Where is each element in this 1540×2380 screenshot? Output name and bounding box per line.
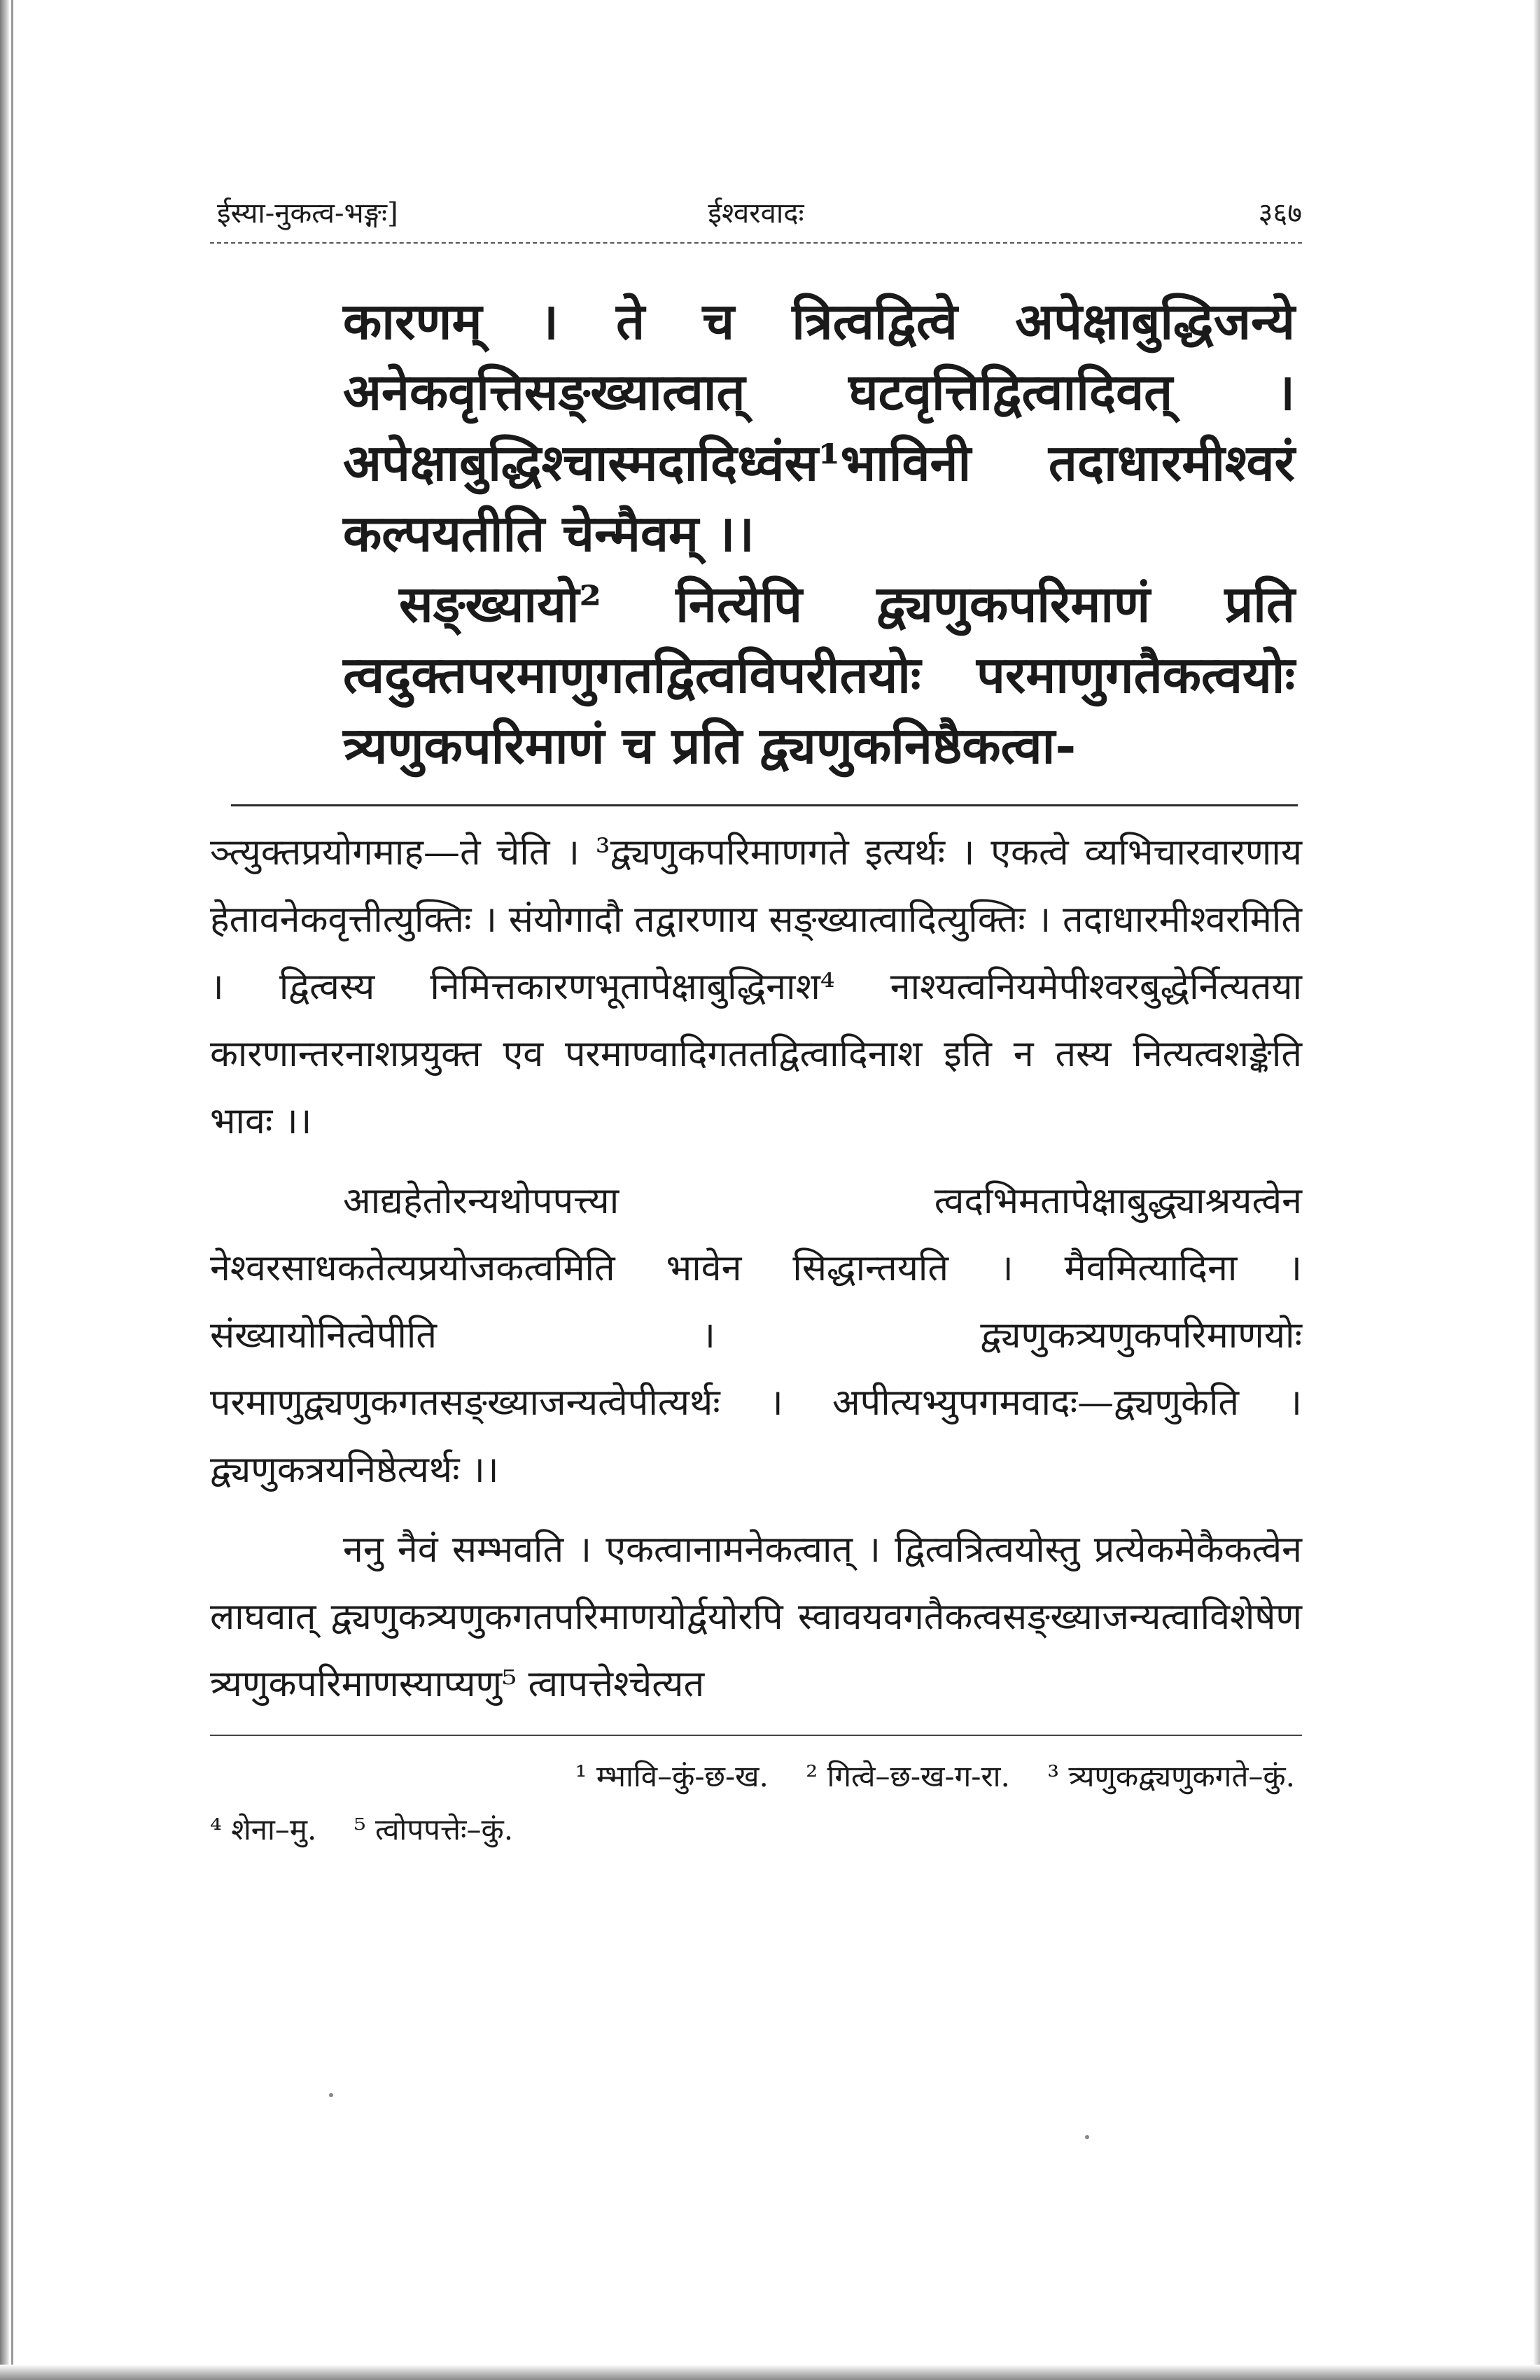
main-paragraph: कारणम् । ते च त्रित्वद्वित्वे अपेक्षाबुद्धिजन्ये अनेकवृत्तिसङ्ख्यात्वात् घटवृत्तिद्वित्वादिवत् । अपेक्षाबुद्धिश्चास्मदादिध्वंस¹भाविनी तदाधारमीश्वरं कल्पयतीति चेन्मैवम् ।।	[343, 291, 1295, 563]
commentary-paragraph: ननु नैवं सम्भवति । एकत्वानामनेकत्वात् । द्वित्वत्रित्वयोस्तु प्रत्येकमेकैकत्वेन लाघवात् द्व्यणुकत्र्यणुकगतपरिमाणयोर्द्वयोरपि स्वावयवगतैकत्वसङ्ख्याजन्यत्वाविशेषेण त्र्यणुकपरिमाणस्याप्यणु⁵ त्वापत्तेश्चेत्यत	[210, 1529, 1302, 1705]
header-chapter-title: ईश्वरवादः	[708, 197, 804, 230]
commentary-separator-rule	[231, 804, 1298, 806]
footnote-3: ³ त्र्यणुकद्व्यणुकगते–कुं.	[1047, 1759, 1295, 1793]
page-number: ३६७	[1258, 197, 1302, 230]
commentary-paragraph: आद्यहेतोरन्यथोपपत्त्या त्वदभिमतापेक्षाबुद्ध्याश्रयत्वेन नेश्वरसाधकतेत्यप्रयोजकत्वमिति भावेन सिद्धान्तयति । मैवमित्यादिना । संख्यायोनित्वेपीति । द्व्यणुकत्र्यणुकपरिमाणयोः परमाणुद्व्यणुकगतसङ्ख्याजन्यत्वेपीत्यर्थः । अपीत्यभ्युपगमवादः—द्व्यणुकेति । द्व्यणुकत्रयनिष्ठेत्यर्थः ।।	[210, 1180, 1302, 1491]
header-rule	[210, 242, 1302, 252]
scan-speck	[329, 2093, 333, 2097]
book-page	[210, 189, 1302, 1856]
running-header	[210, 189, 1302, 238]
main-paragraph: सङ्ख्यायो² नित्येपि द्व्यणुकपरिमाणं प्रति त्वदुक्तपरमाणुगतद्वित्वविपरीतयोः परमाणुगतैकत्वयोः त्र्यणुकपरिमाणं च प्रति द्व्यणुकनिष्ठैकत्वा-	[343, 574, 1295, 775]
commentary-block	[210, 819, 1302, 1718]
binding-edge-line	[11, 0, 13, 2380]
footnote-2: ² गित्वे–छ-ख-ग-रा.	[806, 1759, 1010, 1793]
footnote-1: ¹ म्भावि–कुं-छ-ख.	[575, 1759, 769, 1793]
footnote-4: ⁴ शेना–मु.	[210, 1812, 317, 1847]
commentary-paragraph: ञ्त्युक्तप्रयोगमाह—ते चेति । ³द्व्यणुकपरिमाणगते इत्यर्थः । एकत्वे व्यभिचारवारणाय हेतावनेकवृत्तीत्युक्तिः । संयोगादौ तद्वारणाय सङ्ख्यात्वादित्युक्तिः । तदाधारमीश्वरमिति । द्वित्वस्य निमित्तकारणभूतापेक्षाबुद्धिनाश⁴ नाश्यत्वनियमेपीश्वरबुद्धेर्नित्यतया कारणान्तरनाशप्रयुक्त एव परमाण्वादिगततद्वित्वादिनाश इति न तस्य नित्यत्वशङ्केति भावः ।।	[210, 832, 1302, 1142]
footnote-5: ⁵ त्वोपपत्तेः–कुं.	[354, 1812, 514, 1847]
page-right-edge	[1533, 0, 1540, 2380]
page-bottom-edge	[0, 2365, 1540, 2380]
book-spine-shadow	[0, 0, 10, 2380]
footnote-line	[210, 1803, 1302, 1856]
main-text-block	[210, 286, 1302, 780]
header-section-title: ईस्या-नुकत्व-भङ्गः]	[217, 197, 398, 230]
footnote-line	[210, 1750, 1302, 1803]
footnote-rule	[210, 1735, 1302, 1736]
footnotes-block	[210, 1750, 1302, 1856]
scan-speck	[1085, 2135, 1089, 2139]
